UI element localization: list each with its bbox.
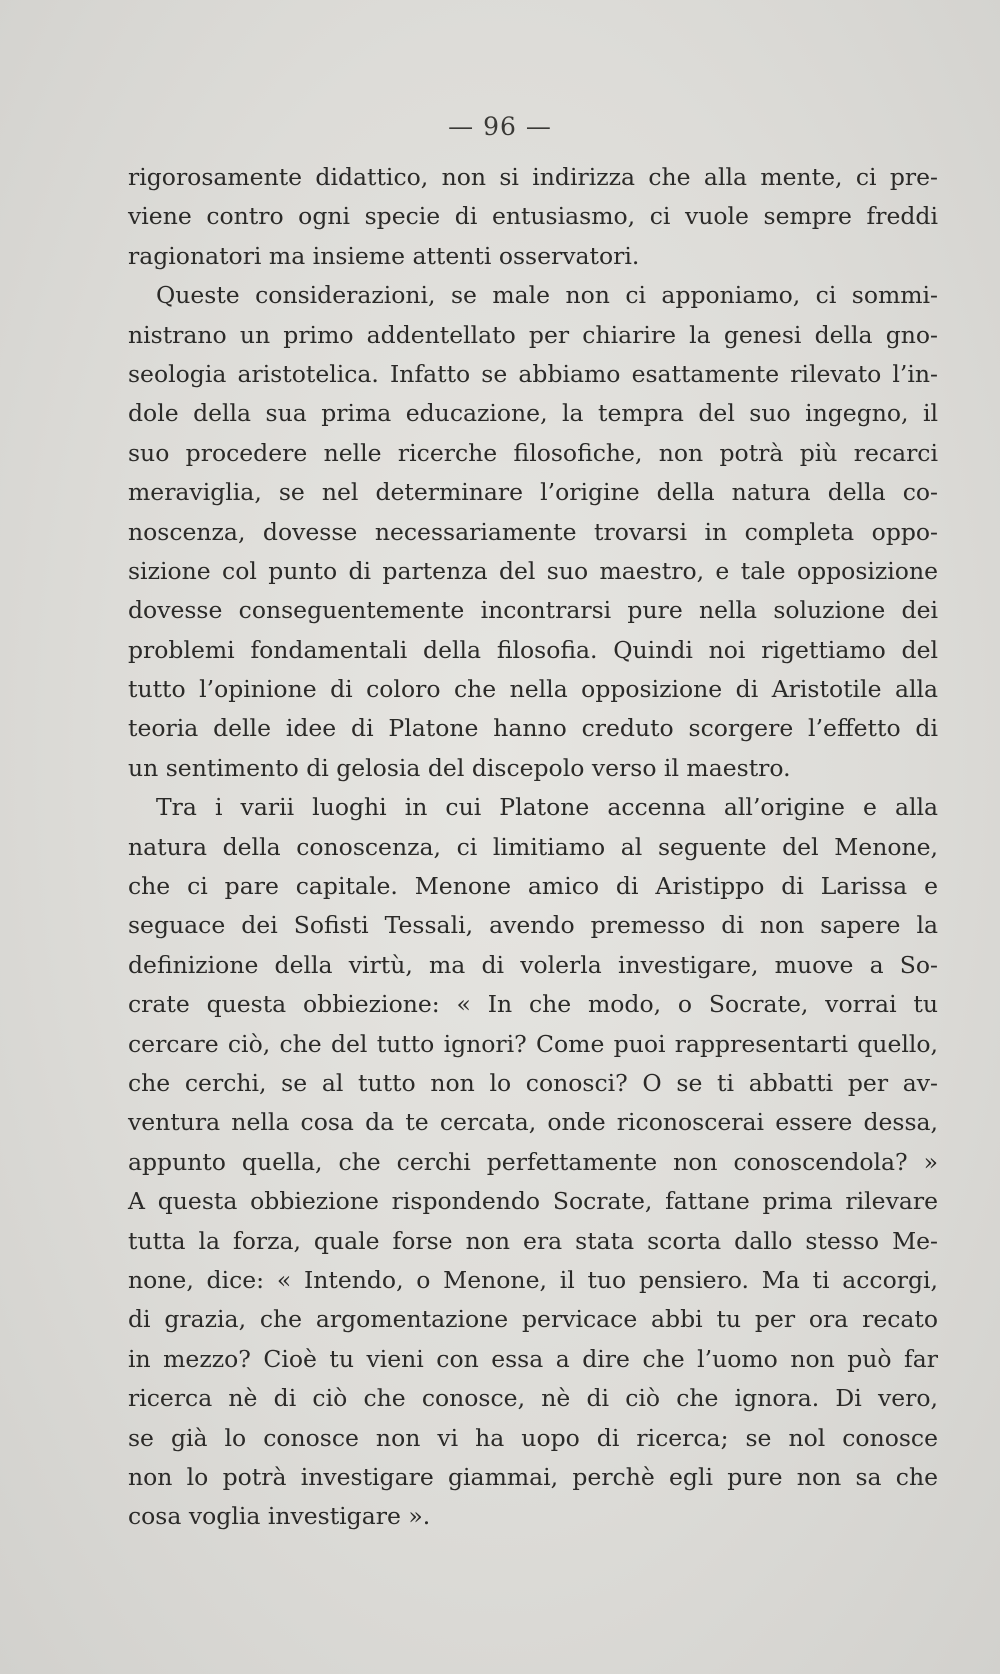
text-line: seologia aristotelica. Infatto se abbiamo esattamente rilevato l’in-	[128, 359, 938, 388]
text-line: natura della conoscenza, ci limitiamo al seguente del Menone,	[128, 832, 938, 861]
text-line: di grazia, che argomentazione pervicace abbi tu per ora recato	[128, 1305, 938, 1334]
text-line: Queste considerazioni, se male non ci apponiamo, ci sommi-	[156, 281, 938, 310]
text-line: se già lo conosce non vi ha uopo di ricerca; se nol conosce	[128, 1423, 938, 1452]
text-line: viene contro ogni specie di entusiasmo, ci vuole sempre freddi	[128, 202, 938, 231]
text-line: teoria delle idee di Platone hanno creduto scorgere l’effetto di	[128, 714, 938, 743]
text-line: appunto quella, che cerchi perfettamente non conoscendola? »	[128, 1147, 938, 1176]
text-line: un sentimento di gelosia del discepolo verso il maestro.	[128, 753, 791, 782]
text-line: dole della sua prima educazione, la tempra del suo ingegno, il	[128, 399, 938, 428]
text-line: che cerchi, se al tutto non lo conosci? O se ti abbatti per av-	[128, 1068, 938, 1097]
text-line: none, dice: « Intendo, o Menone, il tuo pensiero. Ma ti accorgi,	[128, 1265, 938, 1294]
text-line: A questa obbiezione rispondendo Socrate, fattane prima rilevare	[128, 1187, 938, 1216]
text-line: definizione della virtù, ma di volerla investigare, muove a So-	[128, 950, 938, 979]
text-line: dovesse conseguentemente incontrarsi pure nella soluzione dei	[128, 596, 938, 625]
text-line: sizione col punto di partenza del suo maestro, e tale opposizione	[128, 556, 938, 585]
text-line: ventura nella cosa da te cercata, onde riconoscerai essere dessa,	[128, 1108, 938, 1137]
text-line: Tra i varii luoghi in cui Platone accenna all’origine e alla	[156, 793, 938, 822]
text-line: cosa voglia investigare ».	[128, 1502, 431, 1531]
text-line: ricerca nè di ciò che conosce, nè di ciò che ignora. Di vero,	[128, 1384, 938, 1413]
page-number: — 96 —	[448, 112, 552, 141]
text-line: rigorosamente didattico, non si indirizza che alla mente, ci pre-	[128, 163, 938, 191]
text-line: meraviglia, se nel determinare l’origine della natura della co-	[128, 478, 938, 507]
text-line: ragionatori ma insieme attenti osservatori.	[128, 241, 640, 270]
text-line: tutto l’opinione di coloro che nella opposizione di Aristotile alla	[128, 675, 938, 704]
text-line: cercare ciò, che del tutto ignori? Come puoi rappresentarti quello,	[128, 1029, 938, 1058]
body-text	[128, 158, 938, 1537]
text-line: suo procedere nelle ricerche filosofiche, non potrà più recarci	[128, 438, 938, 467]
text-line: in mezzo? Cioè tu vieni con essa a dire che l’uomo non può far	[128, 1344, 938, 1373]
text-line: tutta la forza, quale forse non era stata scorta dallo stesso Me-	[128, 1226, 938, 1255]
text-line: noscenza, dovesse necessariamente trovarsi in completa oppo-	[128, 517, 938, 546]
text-line: non lo potrà investigare giammai, perchè egli pure non sa che	[128, 1462, 938, 1491]
text-line: crate questa obbiezione: « In che modo, o Socrate, vorrai tu	[128, 990, 938, 1019]
text-line: che ci pare capitale. Menone amico di Aristippo di Larissa e	[128, 872, 938, 901]
text-line: problemi fondamentali della filosofia. Quindi noi rigettiamo del	[128, 635, 938, 664]
text-line: nistrano un primo addentellato per chiarire la genesi della gno-	[128, 320, 938, 349]
text-line: seguace dei Sofisti Tessali, avendo premesso di non sapere la	[128, 911, 938, 940]
